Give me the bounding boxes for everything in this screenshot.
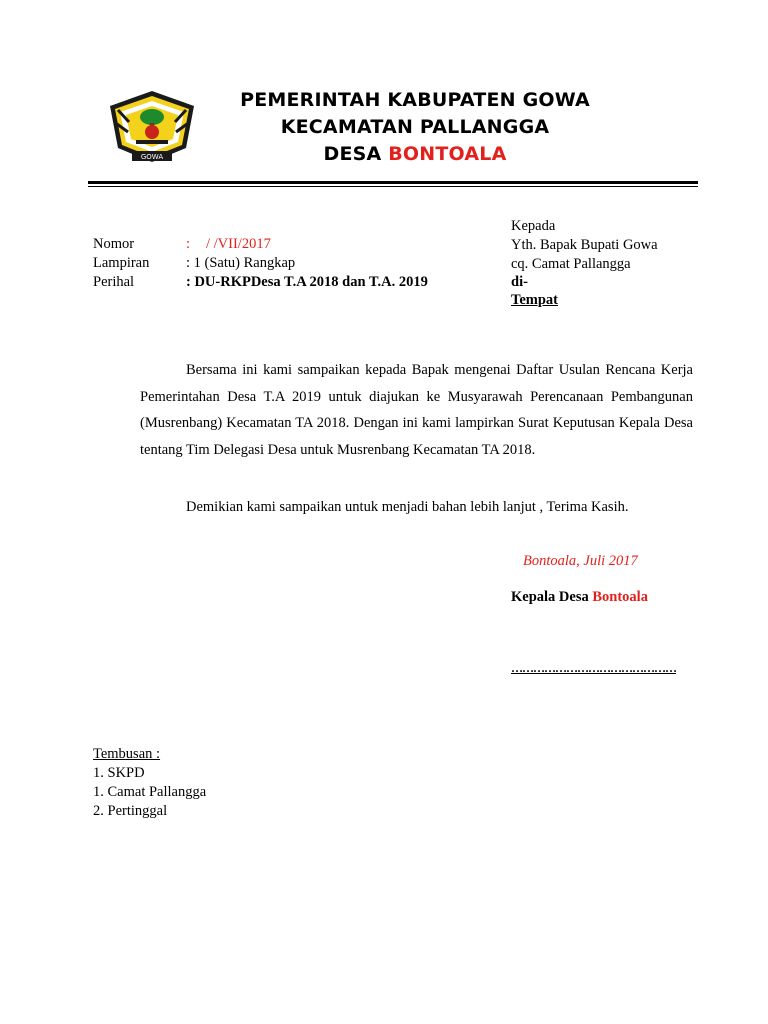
svg-text:GOWA: GOWA [140, 153, 164, 161]
signature-title [511, 588, 648, 606]
recipient-cq: cq. Camat Pallangga [511, 256, 631, 272]
recipient-yth: Yth. Bapak Bupati Gowa [511, 237, 658, 253]
body-paragraph-1: Bersama ini kami sampaikan kepada Bapak mengenai Daftar Usulan Rencana Kerja Pemerintahan Desa T.A 2019 untuk diajukan ke Musyarawah Perencanaan Pembangunan (Musrenbang) Kecamatan TA 2018. Dengan ini kami lampirkan Surat Keputusan Kepala Desa tentang Tim Delegasi Desa untuk Musrenbang Kecamatan TA 2018. [140, 362, 693, 458]
letterhead-rule-thin [88, 186, 698, 187]
letterhead-government: PEMERINTAH KABUPATEN GOWA [240, 89, 590, 111]
perihal-value: : DU-RKPDesa T.A 2018 dan T.A. 2019 [186, 274, 428, 290]
nomor-value: / /VII/2017 [206, 236, 271, 252]
signatory-name-placeholder: ……………………………………… [511, 661, 676, 675]
village-prefix: DESA [323, 143, 389, 165]
body-paragraph-2: Demikian kami sampaikan untuk menjadi bahan lebih lanjut , Terima Kasih. [186, 499, 629, 515]
tembusan-label: Tembusan : [93, 746, 161, 762]
tembusan-item: 1. Camat Pallangga [93, 784, 207, 800]
nomor-colon: : [186, 236, 191, 252]
recipient-kepada: Kepada [511, 218, 556, 234]
nomor-label: Nomor [93, 236, 135, 252]
place-date: Bontoala, Juli 2017 [523, 553, 638, 569]
signature-title-prefix: Kepala Desa [511, 589, 593, 605]
letterhead-rule-thick [88, 181, 698, 184]
tembusan-item: 1. SKPD [93, 765, 145, 781]
letterhead-district: KECAMATAN PALLANGGA [280, 116, 550, 138]
tembusan-item: 2. Pertinggal [93, 803, 168, 819]
lampiran-label: Lampiran [93, 255, 150, 271]
village-name: BONTOALA [388, 143, 507, 165]
letterhead-village [180, 143, 650, 165]
recipient-di: di- [511, 274, 528, 290]
signature-title-village: Bontoala [592, 589, 648, 605]
perihal-label: Perihal [93, 274, 135, 290]
lampiran-value: : 1 (Satu) Rangkap [186, 255, 296, 271]
recipient-tempat: Tempat [511, 292, 558, 308]
